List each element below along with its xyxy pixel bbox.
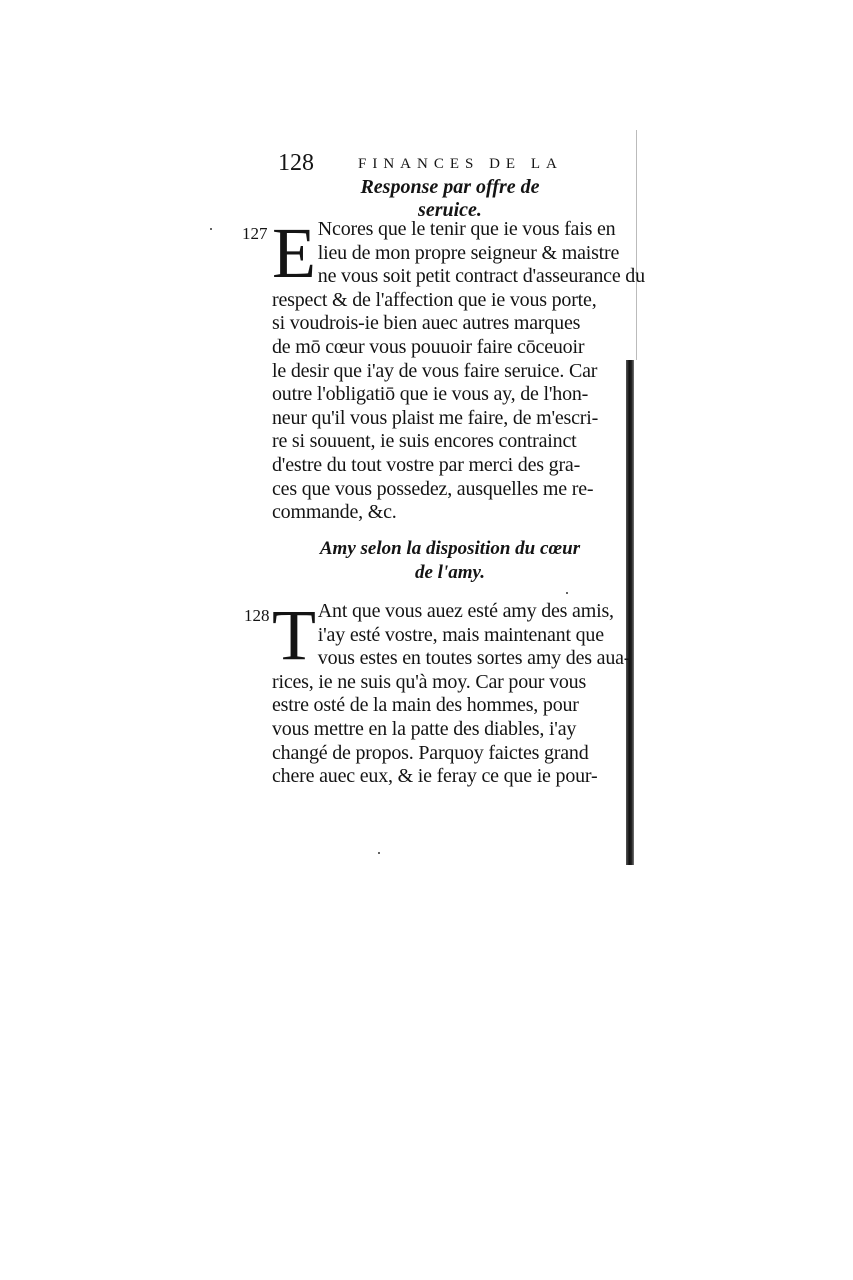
section-2-text: [272, 595, 631, 789]
text-line: outre l'obligatiō que ie vous ay, de l'hon-: [272, 383, 589, 406]
text-line: neur qu'il vous plaist me faire, de m'escri-: [272, 406, 599, 429]
text-line: Ncores que le tenir que ie vous fais en: [317, 218, 616, 240]
text-line: commande, &c.: [272, 501, 397, 524]
entry-number: 127: [242, 224, 268, 243]
section-2-heading-continued: de l'amy.: [415, 562, 485, 583]
running-title: FINANCES DE LA: [358, 156, 563, 172]
text-line: le desir que i'ay de vous faire seruice. Car: [272, 359, 598, 382]
page-edge-shadow: [626, 360, 634, 865]
text-line: estre osté de la main des hommes, pour: [272, 694, 579, 717]
text-line: ne vous soit petit contract d'asseurance du: [317, 265, 645, 288]
text-line: d'estre du tout vostre par merci des gra-: [272, 453, 581, 476]
text-line: ces que vous possedez, ausquelles me re-: [272, 477, 594, 500]
text-line: si voudrois-ie bien auec autres marques: [272, 312, 581, 335]
page-edge-line: [636, 130, 637, 360]
text-line: respect & de l'affection que ie vous porte,: [272, 288, 597, 311]
print-speck: [210, 228, 212, 230]
print-speck: [378, 852, 380, 854]
text-line: vous mettre en la patte des diables, i'ay: [272, 717, 577, 740]
section-1: [242, 213, 645, 525]
entry-number: 128: [244, 606, 270, 625]
text-line: de mō cœur vous pouuoir faire cōceuoir: [272, 335, 585, 358]
text-line: lieu de mon propre seigneur & maistre: [317, 241, 620, 264]
section-2-heading: Amy selon la disposition du cœur: [319, 538, 581, 559]
print-speck: [566, 592, 568, 594]
text-line: i'ay esté vostre, mais maintenant que: [317, 623, 604, 646]
page-number: 128: [278, 150, 314, 176]
text-line: re si souuent, ie suis encores contrainct: [272, 430, 577, 453]
section-1-text: [272, 213, 645, 525]
section-2: [244, 595, 631, 789]
text-line: rices, ie ne suis qu'à moy. Car pour vous: [272, 670, 587, 693]
text-line: vous estes en toutes sortes amy des aua-: [317, 647, 631, 670]
text-line: chere auec eux, & ie feray ce que ie pour-: [272, 765, 598, 788]
section-1-heading: Response par offre de seruice.: [360, 176, 540, 221]
text-line: changé de propos. Parquoy faictes grand: [272, 741, 589, 764]
drop-cap: E: [272, 213, 316, 293]
drop-cap: T: [272, 595, 316, 675]
text-line: Ant que vous auez esté amy des amis,: [317, 600, 614, 622]
